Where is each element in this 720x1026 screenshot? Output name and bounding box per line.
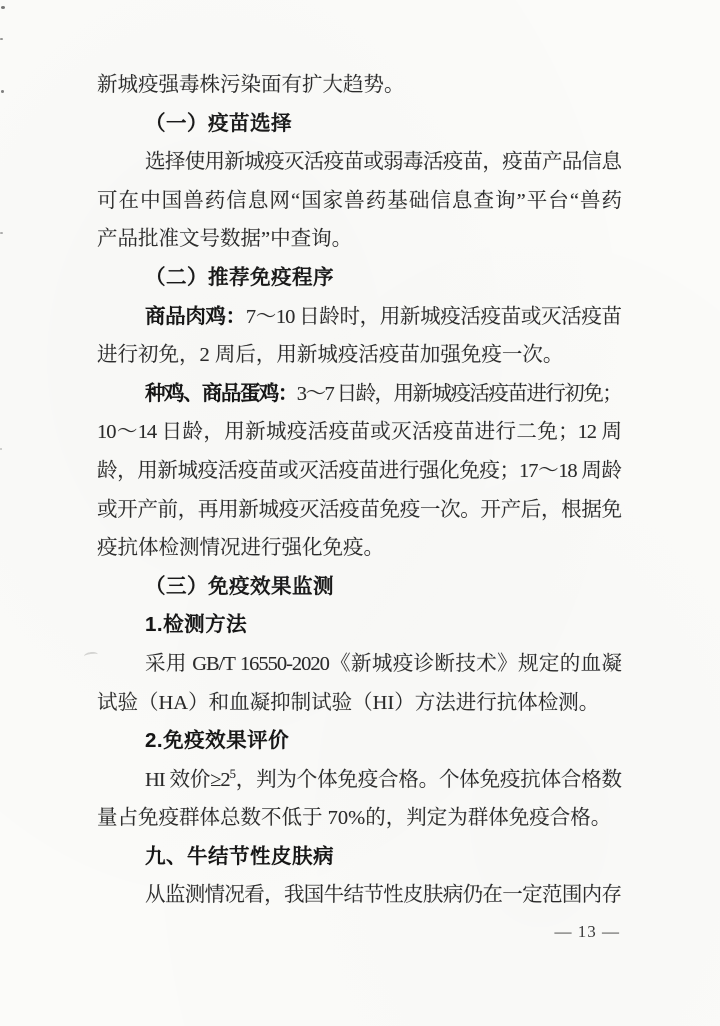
layer-program-line-5: 疫抗体检测情况进行强化免疫。 <box>97 537 384 560</box>
layer-label: 种鸡、商品蛋鸡： <box>145 381 297 405</box>
broiler-program-line-2: 进行初免，2 周后，用新城疫活疫苗加强免疫一次。 <box>97 344 564 367</box>
subsection-1-heading: 1.检测方法 <box>145 613 248 637</box>
hi-titer-text: HI 效价≥2 <box>145 768 230 791</box>
document-text-block <box>97 66 621 915</box>
exponent-text: 5 <box>229 766 235 781</box>
detection-method-line-1: 采用 GB/T 16550-2020《新城疫诊断技术》规定的血凝 <box>145 652 621 675</box>
layer-program-line-1 <box>97 375 621 414</box>
broiler-line-1-text: 7～10 日龄时，用新城疫活疫苗或灭活疫苗 <box>245 305 621 328</box>
scan-artifact <box>0 38 3 40</box>
layer-program-line-4: 或开产前，再用新城疫灭活疫苗免疫一次。开产后，根据免 <box>97 498 621 521</box>
layer-program-line-2: 10～14 日龄，用新城疫活疫苗或灭活疫苗进行二免；12 周 <box>97 421 621 444</box>
page-number: — 13 — <box>554 922 620 941</box>
lumpy-skin-line-1: 从监测情况看，我国牛结节性皮肤病仍在一定范围内存 <box>145 884 621 907</box>
scan-artifact <box>0 448 2 450</box>
evaluation-line-1 <box>97 761 621 800</box>
vaccine-selection-line-2: 可在中国兽药信息网“国家兽药基础信息查询”平台“兽药 <box>97 189 621 212</box>
section-1-heading: （一）疫苗选择 <box>145 112 292 135</box>
scan-artifact <box>1 90 4 93</box>
scan-artifact <box>0 232 3 234</box>
broiler-program-line-1 <box>97 298 621 337</box>
detection-method-line-2: 试验（HA）和血凝抑制试验（HI）方法进行抗体检测。 <box>97 691 600 714</box>
intro-continuation-line: 新城疫强毒株污染面有扩大趋势。 <box>97 74 405 96</box>
broiler-label: 商品肉鸡： <box>145 304 246 328</box>
layer-program-line-3: 龄，用新城疫活疫苗或灭活疫苗进行强化免疫；17～18 周龄 <box>97 459 621 482</box>
vaccine-selection-line-1: 选择使用新城疫灭活疫苗或弱毒活疫苗，疫苗产品信息 <box>145 151 621 174</box>
section-4-heading: 九、牛结节性皮肤病 <box>145 844 334 868</box>
section-3-heading: （三）免疫效果监测 <box>145 575 334 598</box>
evaluation-line-2: 量占免疫群体总数不低于 70%的，判定为群体免疫合格。 <box>97 807 612 830</box>
vaccine-selection-line-3: 产品批准文号数据”中查询。 <box>97 228 353 251</box>
evaluation-line-1-rest: ，判为个体免疫合格。个体免疫抗体合格数 <box>234 768 621 791</box>
subsection-2-heading: 2.免疫效果评价 <box>145 729 290 753</box>
scan-artifact <box>1 6 5 9</box>
section-2-heading: （二）推荐免疫程序 <box>145 266 334 289</box>
layer-line-1-text: 3～7 日龄，用新城疫活疫苗进行初免； <box>296 382 621 405</box>
